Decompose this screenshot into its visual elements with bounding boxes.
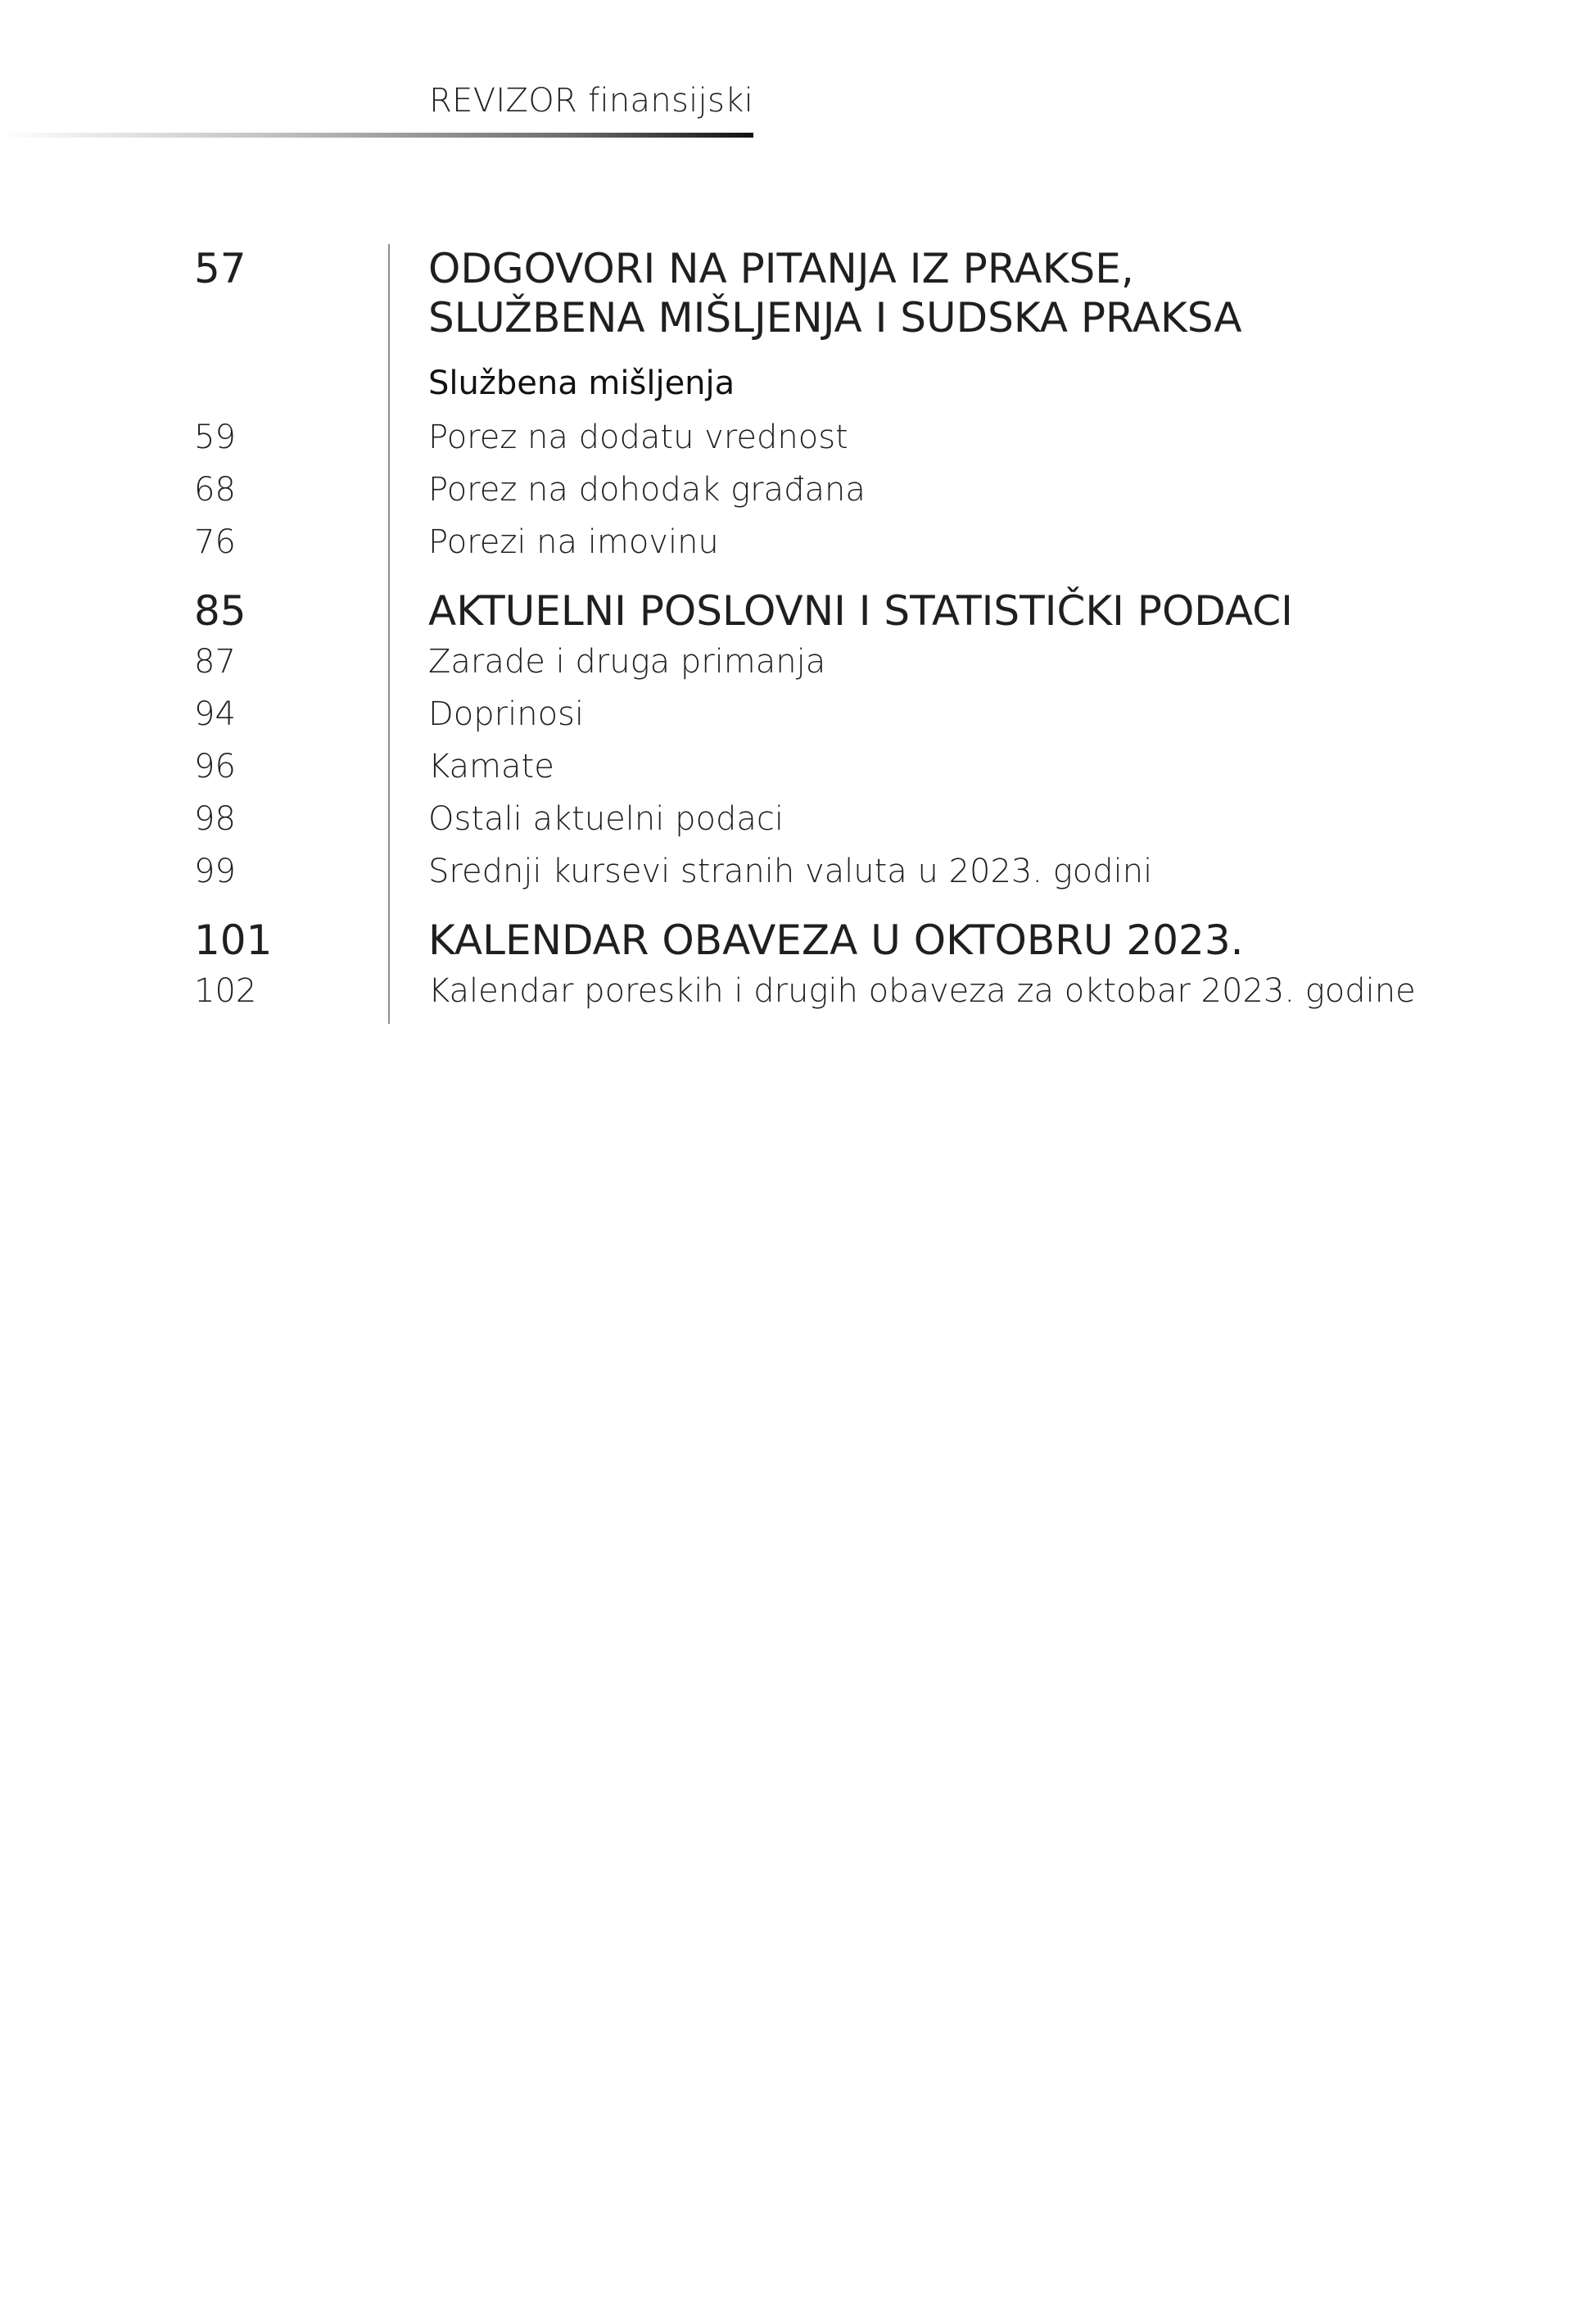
toc-page-number: 102: [194, 972, 257, 1010]
toc-section-title-line-1: ODGOVORI NA PITANJA IZ PRAKSE,: [428, 245, 1134, 292]
toc-page-number: 101: [194, 917, 273, 964]
toc-item[interactable]: [0, 793, 1596, 845]
toc-item[interactable]: [0, 740, 1596, 793]
toc-item-title: Porezi na imovinu: [388, 516, 1596, 568]
table-of-contents: [0, 244, 1596, 1024]
toc-page-number: 85: [194, 587, 246, 635]
toc-item[interactable]: [0, 688, 1596, 740]
toc-subheading-label: Službena mišljenja: [388, 347, 1596, 411]
toc-page-number: 76: [194, 523, 236, 561]
toc-section-aktuelni[interactable]: [0, 568, 1596, 636]
toc-page-number: 68: [194, 471, 236, 509]
toc-item[interactable]: [0, 464, 1596, 516]
toc-section-title: KALENDAR OBAVEZA U OKTOBRU 2023.: [388, 898, 1596, 965]
toc-page-number: 94: [194, 695, 236, 733]
toc-item-title: Porez na dohodak građana: [388, 464, 1596, 516]
running-header-title: REVIZOR finansijski: [429, 82, 753, 120]
toc-section-kalendar[interactable]: [0, 898, 1596, 965]
toc-item[interactable]: [0, 411, 1596, 464]
toc-page-number: 96: [194, 748, 236, 785]
toc-page-number: 57: [194, 245, 246, 292]
toc-item[interactable]: [0, 516, 1596, 568]
toc-item[interactable]: [0, 965, 1596, 1024]
toc-page-number: 98: [194, 800, 236, 838]
toc-subheading: [0, 347, 1596, 411]
toc-item-title: Zarade i druga primanja: [388, 636, 1596, 688]
toc-item-title: Porez na dodatu vrednost: [388, 411, 1596, 464]
toc-item-title: Ostali aktuelni podaci: [388, 793, 1596, 845]
toc-page-number: 59: [194, 419, 236, 456]
toc-item-title: Kamate: [388, 740, 1596, 793]
toc-section-title: AKTUELNI POSLOVNI I STATISTIČKI PODACI: [388, 568, 1596, 636]
toc-page-number: 99: [194, 853, 236, 890]
toc-section-odgovori[interactable]: [0, 244, 1596, 347]
toc-section-title: [388, 244, 1596, 347]
toc-item-title: Kalendar poreskih i drugih obaveza za oktobar 2023. godine: [388, 965, 1596, 1024]
toc-item[interactable]: [0, 636, 1596, 688]
toc-section-title-line-2: SLUŽBENA MIŠLJENJA I SUDSKA PRAKSA: [428, 294, 1242, 342]
toc-page-number: 87: [194, 643, 236, 681]
toc-item[interactable]: [0, 845, 1596, 898]
header-rule: [0, 133, 753, 138]
toc-item-title: Doprinosi: [388, 688, 1596, 740]
toc-item-title: Srednji kursevi stranih valuta u 2023. godini: [388, 845, 1596, 898]
